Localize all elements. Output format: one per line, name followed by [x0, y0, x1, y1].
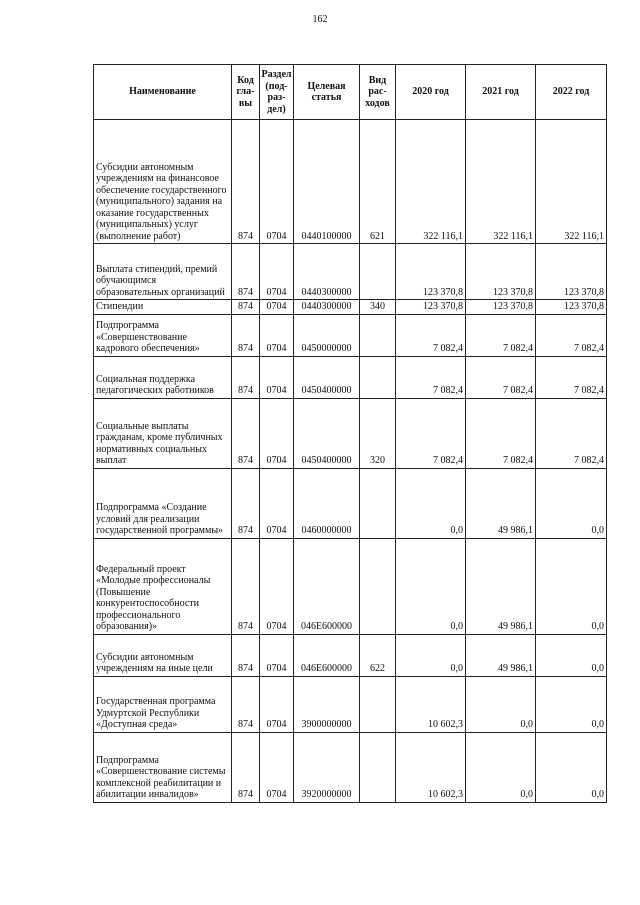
- row-chapter: 874: [232, 634, 260, 676]
- budget-table: [93, 64, 607, 803]
- row-chapter: 874: [232, 314, 260, 356]
- row-section: 0704: [260, 468, 294, 538]
- row-target: 0450400000: [294, 398, 360, 468]
- header-year-2021: 2021 год: [466, 65, 536, 120]
- row-value-2021: 7 082,4: [466, 356, 536, 398]
- row-kind: [360, 732, 396, 802]
- row-value-2022: 322 116,1: [536, 120, 607, 244]
- row-name: Федеральный проект «Молодые профессионалы (Повышение конкурентоспособности профессионального образования)»: [94, 538, 232, 634]
- row-value-2020: 10 602,3: [396, 732, 466, 802]
- row-target: 0450400000: [294, 356, 360, 398]
- row-target: 0460000000: [294, 468, 360, 538]
- row-target: 0440300000: [294, 244, 360, 300]
- row-chapter: 874: [232, 300, 260, 315]
- table-row: [94, 356, 607, 398]
- row-name: Подпрограмма «Создание условий для реализации государственной программы»: [94, 468, 232, 538]
- row-target: 046E600000: [294, 538, 360, 634]
- row-chapter: 874: [232, 356, 260, 398]
- row-kind: 621: [360, 120, 396, 244]
- row-kind: 622: [360, 634, 396, 676]
- header-name: Наименование: [94, 65, 232, 120]
- row-kind: 320: [360, 398, 396, 468]
- row-value-2021: 123 370,8: [466, 244, 536, 300]
- row-section: 0704: [260, 120, 294, 244]
- row-value-2021: 322 116,1: [466, 120, 536, 244]
- row-value-2022: 0,0: [536, 634, 607, 676]
- row-value-2022: 123 370,8: [536, 244, 607, 300]
- row-target: 0440300000: [294, 300, 360, 315]
- row-name: Государственная программа Удмуртской Республики «Доступная среда»: [94, 676, 232, 732]
- table-row: [94, 314, 607, 356]
- page-number: 162: [312, 14, 328, 25]
- row-value-2021: 49 986,1: [466, 468, 536, 538]
- table-header-row: [94, 65, 607, 120]
- row-chapter: 874: [232, 732, 260, 802]
- row-name: Субсидии автономным учреждениям на иные цели: [94, 634, 232, 676]
- table-row: [94, 398, 607, 468]
- header-target-article: Целевая статья: [294, 65, 360, 120]
- row-value-2020: 10 602,3: [396, 676, 466, 732]
- row-chapter: 874: [232, 120, 260, 244]
- row-target: 0450000000: [294, 314, 360, 356]
- row-kind: 340: [360, 300, 396, 315]
- header-chapter-code: Код гла- вы: [232, 65, 260, 120]
- row-chapter: 874: [232, 244, 260, 300]
- row-target: 0440100000: [294, 120, 360, 244]
- row-name: Социальная поддержка педагогических работников: [94, 356, 232, 398]
- row-value-2021: 123 370,8: [466, 300, 536, 315]
- row-section: 0704: [260, 398, 294, 468]
- row-kind: [360, 356, 396, 398]
- row-section: 0704: [260, 634, 294, 676]
- table-row: [94, 538, 607, 634]
- row-name: Выплата стипендий, премий обучающимся образовательных организаций: [94, 244, 232, 300]
- row-chapter: 874: [232, 398, 260, 468]
- row-section: 0704: [260, 732, 294, 802]
- row-value-2020: 123 370,8: [396, 300, 466, 315]
- row-name: Подпрограмма «Совершенствование кадрового обеспечения»: [94, 314, 232, 356]
- row-value-2022: 0,0: [536, 732, 607, 802]
- row-section: 0704: [260, 314, 294, 356]
- row-name: Субсидии автономным учреждениям на финансовое обеспечение государственного (муниципального) задания на оказание государственных (муниципальных) услуг (выполнение работ): [94, 120, 232, 244]
- row-value-2021: 7 082,4: [466, 314, 536, 356]
- row-section: 0704: [260, 244, 294, 300]
- row-value-2020: 0,0: [396, 538, 466, 634]
- row-section: 0704: [260, 356, 294, 398]
- table-row: [94, 244, 607, 300]
- row-value-2021: 0,0: [466, 676, 536, 732]
- row-kind: [360, 244, 396, 300]
- row-value-2021: 0,0: [466, 732, 536, 802]
- row-target: 3920000000: [294, 732, 360, 802]
- row-value-2020: 322 116,1: [396, 120, 466, 244]
- row-kind: [360, 676, 396, 732]
- header-section: Раздел (под- раз- дел): [260, 65, 294, 120]
- header-year-2020: 2020 год: [396, 65, 466, 120]
- row-value-2022: 0,0: [536, 468, 607, 538]
- row-chapter: 874: [232, 538, 260, 634]
- table-row: [94, 300, 607, 315]
- header-year-2022: 2022 год: [536, 65, 607, 120]
- row-name: Социальные выплаты гражданам, кроме публичных нормативных социальных выплат: [94, 398, 232, 468]
- row-name: Подпрограмма «Совершенствование системы комплексной реабилитации и абилитации инвалидов»: [94, 732, 232, 802]
- row-value-2021: 49 986,1: [466, 634, 536, 676]
- table-row: [94, 634, 607, 676]
- row-value-2020: 0,0: [396, 468, 466, 538]
- row-kind: [360, 314, 396, 356]
- row-value-2020: 123 370,8: [396, 244, 466, 300]
- row-value-2020: 0,0: [396, 634, 466, 676]
- table-row: [94, 676, 607, 732]
- row-value-2022: 0,0: [536, 676, 607, 732]
- row-value-2020: 7 082,4: [396, 398, 466, 468]
- row-section: 0704: [260, 300, 294, 315]
- row-value-2022: 123 370,8: [536, 300, 607, 315]
- row-value-2021: 7 082,4: [466, 398, 536, 468]
- row-value-2022: 0,0: [536, 538, 607, 634]
- row-section: 0704: [260, 538, 294, 634]
- row-value-2021: 49 986,1: [466, 538, 536, 634]
- table-row: [94, 732, 607, 802]
- row-value-2020: 7 082,4: [396, 356, 466, 398]
- row-section: 0704: [260, 676, 294, 732]
- row-chapter: 874: [232, 468, 260, 538]
- table-row: [94, 120, 607, 244]
- row-value-2022: 7 082,4: [536, 398, 607, 468]
- row-name: Стипендии: [94, 300, 232, 315]
- header-expense-kind: Вид рас- ходов: [360, 65, 396, 120]
- row-target: 046E600000: [294, 634, 360, 676]
- row-chapter: 874: [232, 676, 260, 732]
- table-row: [94, 468, 607, 538]
- row-value-2020: 7 082,4: [396, 314, 466, 356]
- row-value-2022: 7 082,4: [536, 314, 607, 356]
- row-kind: [360, 468, 396, 538]
- table-body: [94, 120, 607, 803]
- row-value-2022: 7 082,4: [536, 356, 607, 398]
- row-kind: [360, 538, 396, 634]
- row-target: 3900000000: [294, 676, 360, 732]
